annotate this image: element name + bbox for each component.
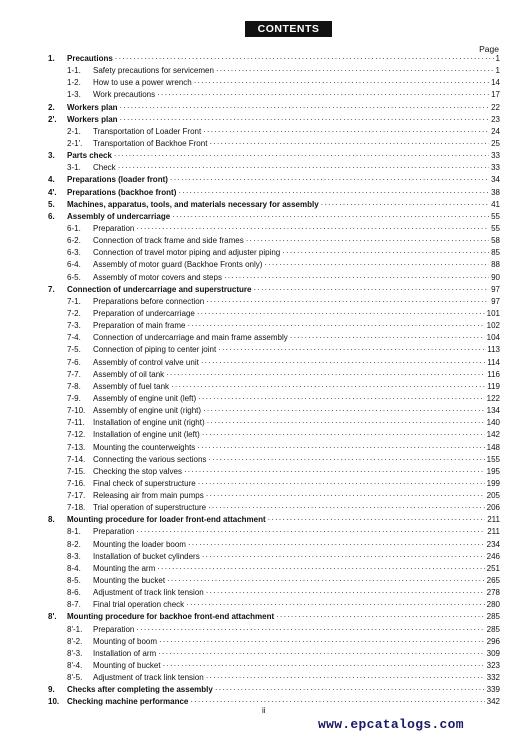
toc-entry-number: 8'-2.: [67, 636, 83, 646]
toc-entry-page: 90: [491, 272, 500, 282]
toc-entry-title: Final trial operation check: [93, 600, 185, 610]
toc-entry-title: Assembly of fuel tank: [93, 381, 170, 391]
toc-entry-title: Assembly of motor guard (Backhoe Fronts only): [93, 260, 263, 270]
dot-leader: [207, 417, 485, 429]
toc-entry-title: Installation of engine unit (right): [93, 418, 205, 428]
toc-entry-title: Mounting the bucket: [93, 576, 166, 586]
toc-entry-page: 114: [487, 357, 500, 367]
toc-entry-page: 285: [486, 624, 500, 634]
toc-entry-title: Safety precautions for servicemen: [93, 66, 214, 76]
toc-section-entry[interactable]: [48, 199, 500, 211]
dot-leader: [197, 308, 485, 320]
toc-entry-title: Machines, apparatus, tools, and materials necessary for assembly: [67, 199, 319, 209]
toc-subsection-entry[interactable]: [48, 454, 500, 466]
toc-entry-title: Assembly of undercarriage: [67, 211, 171, 221]
dot-leader: [114, 150, 489, 162]
toc-entry-title: Assembly of motor covers and steps: [93, 272, 222, 282]
toc-entry-number: 7-2.: [67, 308, 81, 318]
dot-leader: [202, 551, 485, 563]
toc-entry-number: 7-7.: [67, 369, 81, 379]
toc-entry-number: 6-2.: [67, 236, 81, 246]
toc-entry-number: 8.: [48, 515, 55, 525]
toc-entry-page: 234: [486, 539, 500, 549]
dot-leader: [197, 442, 484, 454]
toc-entry-title: Precautions: [67, 54, 113, 63]
dot-leader: [178, 187, 489, 199]
toc-entry-number: 8'-1.: [67, 624, 83, 634]
toc-subsection-entry[interactable]: [48, 636, 500, 648]
toc-entry-number: 6.: [48, 211, 55, 221]
toc-subsection-entry[interactable]: [48, 235, 500, 247]
toc-entry-title: Checking the stop valves: [93, 466, 182, 476]
toc-entry-number: 8-4.: [67, 563, 81, 573]
toc-subsection-entry[interactable]: [48, 551, 500, 563]
toc-entry-page: 342: [486, 697, 500, 707]
dot-leader: [170, 174, 489, 186]
toc-section-entry[interactable]: [48, 284, 500, 296]
toc-entry-page: 199: [486, 478, 500, 488]
toc-entry-title: Connection of track frame and side frames: [93, 236, 244, 246]
toc-entry-number: 7-5.: [67, 345, 81, 355]
toc-subsection-entry[interactable]: [48, 77, 500, 89]
toc-subsection-entry[interactable]: [48, 381, 500, 393]
toc-entry-number: 3-1.: [67, 163, 81, 173]
toc-entry-title: Mounting of boom: [93, 636, 158, 646]
table-of-contents: [48, 53, 500, 709]
dot-leader: [198, 478, 485, 490]
toc-entry-number: 7.: [48, 284, 55, 294]
dot-leader: [206, 490, 485, 502]
toc-subsection-entry[interactable]: [48, 138, 500, 150]
toc-subsection-entry[interactable]: [48, 223, 500, 235]
toc-entry-page: 246: [486, 551, 500, 561]
toc-entry-number: 8'-5.: [67, 673, 83, 683]
toc-entry-page: 206: [486, 503, 500, 513]
toc-entry-title: Transportation of Backhoe Front: [93, 138, 208, 148]
dot-leader: [120, 102, 490, 114]
toc-entry-number: 7-4.: [67, 333, 81, 343]
dot-leader: [120, 114, 490, 126]
toc-subsection-entry[interactable]: [48, 320, 500, 332]
toc-entry-title: Adjustment of track link tension: [93, 588, 204, 598]
toc-entry-number: 6-5.: [67, 272, 81, 282]
toc-entry-number: 2'.: [48, 114, 57, 124]
toc-entry-page: 205: [486, 491, 500, 501]
toc-entry-page: 101: [486, 308, 500, 318]
toc-entry-title: Preparations (loader front): [67, 175, 168, 185]
toc-section-entry[interactable]: [48, 53, 500, 65]
toc-entry-page: 85: [491, 248, 500, 258]
toc-entry-title: Checking machine performance: [67, 697, 189, 707]
toc-entry-title: Connection of piping to center joint: [93, 345, 217, 355]
dot-leader: [290, 332, 485, 344]
dot-leader: [167, 575, 485, 587]
toc-entry-number: 1.: [48, 54, 55, 63]
dot-leader: [194, 77, 489, 89]
toc-entry-number: 3.: [48, 151, 55, 161]
toc-entry-page: 55: [491, 223, 500, 233]
toc-entry-page: 309: [486, 648, 500, 658]
toc-subsection-entry[interactable]: [48, 332, 500, 344]
toc-subsection-entry[interactable]: [48, 308, 500, 320]
toc-entry-title: Mounting procedure for loader front-end attachment: [67, 515, 266, 525]
toc-entry-title: Installation of arm: [93, 648, 157, 658]
dot-leader: [208, 454, 484, 466]
toc-entry-title: Parts check: [67, 151, 112, 161]
dot-leader: [118, 162, 489, 174]
toc-entry-number: 7-14.: [67, 454, 86, 464]
dot-leader: [246, 235, 489, 247]
toc-entry-page: 211: [487, 515, 500, 525]
toc-entry-page: 24: [491, 126, 500, 136]
page-column-label: Page: [479, 44, 499, 54]
toc-entry-page: 88: [491, 260, 500, 270]
toc-entry-title: Preparation of main frame: [93, 321, 186, 331]
toc-entry-title: Assembly of control valve unit: [93, 357, 199, 367]
toc-entry-page: 119: [487, 381, 500, 391]
toc-entry-page: 148: [486, 442, 500, 452]
toc-entry-number: 8'.: [48, 612, 57, 622]
dot-leader: [136, 526, 485, 538]
dot-leader: [268, 514, 486, 526]
toc-entry-page: 33: [491, 151, 500, 161]
toc-entry-page: 113: [487, 345, 500, 355]
toc-entry-number: 4'.: [48, 187, 57, 197]
toc-entry-title: Mounting the loader boom: [93, 539, 186, 549]
toc-entry-page: 97: [491, 284, 500, 294]
toc-entry-page: 38: [491, 187, 500, 197]
toc-entry-number: 7-13.: [67, 442, 86, 452]
toc-entry-page: 323: [486, 661, 500, 671]
toc-entry-title: Assembly of engine unit (right): [93, 406, 202, 416]
toc-entry-title: Work precautions: [93, 90, 156, 100]
toc-section-entry[interactable]: [48, 187, 500, 199]
toc-entry-title: Installation of engine unit (left): [93, 430, 200, 440]
toc-subsection-entry[interactable]: [48, 624, 500, 636]
dot-leader: [208, 502, 485, 514]
toc-entry-title: Transportation of Loader Front: [93, 126, 202, 136]
toc-entry-title: Assembly of oil tank: [93, 369, 165, 379]
dot-leader: [184, 466, 485, 478]
toc-entry-page: 102: [486, 321, 500, 331]
toc-entry-number: 8-3.: [67, 551, 81, 561]
toc-subsection-entry[interactable]: [48, 490, 500, 502]
toc-entry-number: 7-8.: [67, 381, 81, 391]
toc-entry-title: Releasing air from main pumps: [93, 491, 204, 501]
toc-subsection-entry[interactable]: [48, 575, 500, 587]
toc-entry-page: 104: [486, 333, 500, 343]
toc-subsection-entry[interactable]: [48, 89, 500, 101]
toc-entry-page: 25: [491, 138, 500, 148]
toc-entry-page: 34: [491, 175, 500, 185]
dot-leader: [188, 539, 485, 551]
toc-entry-number: 10.: [48, 697, 60, 707]
dot-leader: [224, 272, 489, 284]
toc-entry-page: 142: [486, 430, 500, 440]
dot-leader: [163, 660, 485, 672]
toc-subsection-entry[interactable]: [48, 539, 500, 551]
dot-leader: [215, 684, 485, 696]
toc-subsection-entry[interactable]: [48, 369, 500, 381]
toc-entry-number: 7-10.: [67, 406, 86, 416]
toc-entry-number: 5.: [48, 199, 55, 209]
toc-entry-page: 1: [495, 66, 500, 76]
toc-entry-number: 7-16.: [67, 478, 86, 488]
dot-leader: [188, 320, 485, 332]
dot-leader: [172, 211, 489, 223]
toc-entry-title: Connecting the various sections: [93, 454, 207, 464]
toc-entry-number: 2.: [48, 102, 55, 112]
toc-entry-number: 7-18.: [67, 503, 86, 513]
toc-subsection-entry[interactable]: [48, 344, 500, 356]
toc-entry-number: 2-1.: [67, 126, 81, 136]
toc-entry-title: Check: [93, 163, 116, 173]
toc-entry-number: 7-12.: [67, 430, 86, 440]
toc-entry-page: 265: [486, 576, 500, 586]
dot-leader: [157, 89, 489, 101]
toc-entry-title: Mounting the arm: [93, 563, 156, 573]
toc-entry-page: 140: [486, 418, 500, 428]
toc-entry-title: Checks after completing the assembly: [67, 685, 213, 695]
toc-section-entry[interactable]: [48, 611, 500, 623]
toc-entry-title: Connection of undercarriage and main frame assembly: [93, 333, 288, 343]
toc-entry-title: Preparation of undercarriage: [93, 308, 195, 318]
toc-subsection-entry[interactable]: [48, 357, 500, 369]
toc-subsection-entry[interactable]: [48, 429, 500, 441]
toc-entry-page: 58: [491, 236, 500, 246]
toc-entry-title: Preparation: [93, 624, 135, 634]
toc-subsection-entry[interactable]: [48, 672, 500, 684]
toc-subsection-entry[interactable]: [48, 563, 500, 575]
contents-title: CONTENTS: [245, 21, 332, 37]
toc-entry-number: 7-6.: [67, 357, 81, 367]
toc-subsection-entry[interactable]: [48, 65, 500, 77]
toc-entry-title: Trial operation of superstructure: [93, 503, 207, 513]
toc-entry-number: 1-2.: [67, 78, 81, 88]
dot-leader: [202, 429, 485, 441]
toc-entry-title: Assembly of engine unit (left): [93, 393, 197, 403]
toc-entry-page: 285: [486, 612, 500, 622]
toc-entry-number: 7-9.: [67, 393, 81, 403]
dot-leader: [115, 53, 494, 65]
toc-entry-page: 33: [491, 163, 500, 173]
toc-subsection-entry[interactable]: [48, 259, 500, 271]
toc-section-entry[interactable]: [48, 102, 500, 114]
toc-entry-page: 116: [487, 369, 500, 379]
dot-leader: [166, 369, 485, 381]
toc-entry-title: Adjustment of track link tension: [93, 673, 204, 683]
toc-entry-number: 1-3.: [67, 90, 81, 100]
toc-entry-page: 155: [486, 454, 500, 464]
toc-entry-page: 1: [495, 54, 500, 63]
toc-entry-number: 8'-3.: [67, 648, 83, 658]
toc-entry-page: 195: [486, 466, 500, 476]
dot-leader: [321, 199, 489, 211]
toc-entry-page: 251: [486, 563, 500, 573]
dot-leader: [171, 381, 485, 393]
watermark-text: www.epcatalogs.com: [318, 717, 464, 732]
toc-entry-title: Installation of bucket cylinders: [93, 551, 200, 561]
toc-entry-title: Final check of superstructure: [93, 478, 196, 488]
toc-entry-number: 8-6.: [67, 588, 81, 598]
toc-section-entry[interactable]: [48, 696, 500, 708]
dot-leader: [282, 247, 489, 259]
toc-entry-number: 2-1'.: [67, 138, 83, 148]
toc-entry-title: Mounting the counterweights: [93, 442, 196, 452]
toc-entry-number: 7-1.: [67, 296, 81, 306]
toc-entry-title: Connection of undercarriage and superstructure: [67, 284, 252, 294]
page-number: ii: [262, 706, 266, 715]
dot-leader: [206, 587, 485, 599]
dot-leader: [264, 259, 489, 271]
toc-entry-number: 8-5.: [67, 576, 81, 586]
toc-entry-page: 122: [486, 393, 500, 403]
toc-subsection-entry[interactable]: [48, 162, 500, 174]
toc-entry-title: Mounting procedure for backhoe front-end attachment: [67, 612, 275, 622]
toc-subsection-entry[interactable]: [48, 599, 500, 611]
toc-entry-title: Mounting of bucket: [93, 661, 161, 671]
dot-leader: [198, 393, 484, 405]
toc-entry-number: 4.: [48, 175, 55, 185]
toc-subsection-entry[interactable]: [48, 272, 500, 284]
dot-leader: [216, 65, 494, 77]
toc-entry-page: 14: [491, 78, 500, 88]
toc-entry-number: 8'-4.: [67, 661, 83, 671]
toc-entry-page: 339: [486, 685, 500, 695]
toc-entry-page: 23: [491, 114, 500, 124]
toc-entry-title: Preparations (backhoe front): [67, 187, 177, 197]
toc-entry-page: 41: [491, 199, 500, 209]
toc-entry-number: 6-3.: [67, 248, 81, 258]
toc-entry-page: 97: [491, 296, 500, 306]
toc-subsection-entry[interactable]: [48, 247, 500, 259]
toc-entry-number: 7-11.: [67, 418, 85, 428]
toc-entry-page: 22: [491, 102, 500, 112]
dot-leader: [206, 296, 489, 308]
toc-subsection-entry[interactable]: [48, 393, 500, 405]
toc-entry-number: 1-1.: [67, 66, 81, 76]
dot-leader: [190, 696, 484, 708]
toc-entry-page: 134: [486, 406, 500, 416]
dot-leader: [203, 126, 489, 138]
toc-entry-title: Preparations before connection: [93, 296, 205, 306]
toc-section-entry[interactable]: [48, 684, 500, 696]
toc-entry-page: 55: [491, 211, 500, 221]
toc-section-entry[interactable]: [48, 211, 500, 223]
toc-entry-number: 7-17.: [67, 491, 86, 501]
toc-entry-title: Connection of travel motor piping and adjuster piping: [93, 248, 281, 258]
toc-entry-number: 6-4.: [67, 260, 81, 270]
dot-leader: [159, 636, 485, 648]
toc-subsection-entry[interactable]: [48, 442, 500, 454]
toc-section-entry[interactable]: [48, 150, 500, 162]
dot-leader: [276, 611, 485, 623]
dot-leader: [253, 284, 489, 296]
toc-subsection-entry[interactable]: [48, 648, 500, 660]
toc-entry-number: 8-7.: [67, 600, 81, 610]
dot-leader: [201, 357, 485, 369]
dot-leader: [157, 563, 484, 575]
toc-entry-page: 332: [486, 673, 500, 683]
toc-entry-title: Preparation: [93, 223, 135, 233]
toc-entry-page: 280: [486, 600, 500, 610]
toc-subsection-entry[interactable]: [48, 417, 500, 429]
toc-entry-number: 7-3.: [67, 321, 81, 331]
toc-entry-page: 211: [487, 527, 500, 537]
toc-entry-page: 17: [491, 90, 500, 100]
toc-subsection-entry[interactable]: [48, 405, 500, 417]
dot-leader: [218, 344, 485, 356]
toc-subsection-entry[interactable]: [48, 466, 500, 478]
toc-section-entry[interactable]: [48, 174, 500, 186]
toc-entry-title: Workers plan: [67, 114, 118, 124]
dot-leader: [186, 599, 484, 611]
toc-entry-page: 278: [486, 588, 500, 598]
dot-leader: [209, 138, 489, 150]
dot-leader: [136, 223, 489, 235]
toc-subsection-entry[interactable]: [48, 296, 500, 308]
dot-leader: [158, 648, 485, 660]
toc-subsection-entry[interactable]: [48, 126, 500, 138]
toc-entry-number: 8-2.: [67, 539, 81, 549]
toc-subsection-entry[interactable]: [48, 478, 500, 490]
dot-leader: [136, 624, 484, 636]
toc-entry-page: 296: [486, 636, 500, 646]
toc-entry-number: 8-1.: [67, 527, 81, 537]
toc-entry-title: How to use a power wrench: [93, 78, 192, 88]
toc-entry-number: 7-15.: [67, 466, 86, 476]
toc-subsection-entry[interactable]: [48, 660, 500, 672]
toc-subsection-entry[interactable]: [48, 587, 500, 599]
toc-subsection-entry[interactable]: [48, 502, 500, 514]
toc-section-entry[interactable]: [48, 114, 500, 126]
toc-entry-title: Workers plan: [67, 102, 118, 112]
dot-leader: [206, 672, 485, 684]
toc-entry-title: Preparation: [93, 527, 135, 537]
toc-entry-number: 9.: [48, 685, 55, 695]
toc-subsection-entry[interactable]: [48, 526, 500, 538]
dot-leader: [203, 405, 485, 417]
toc-section-entry[interactable]: [48, 514, 500, 526]
toc-entry-number: 6-1.: [67, 223, 81, 233]
